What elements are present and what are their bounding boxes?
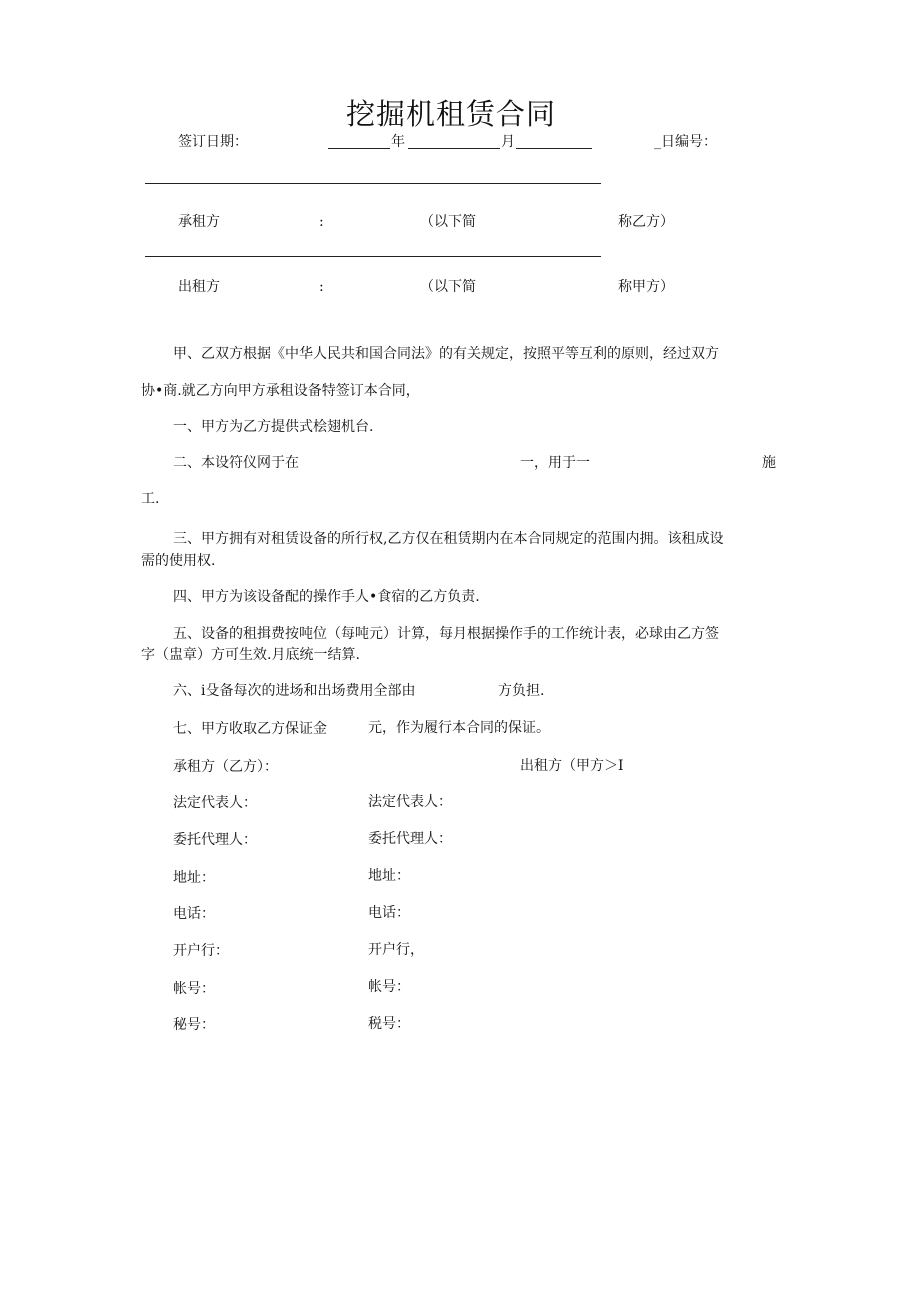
clause-5-line-2: 字（盅章）方可生效.月底统一结算.: [141, 647, 360, 663]
clause-6-part-a: 六、i殳备每次的进场和出场费用全部由: [173, 683, 416, 699]
sign-lessor-field: 地址：: [368, 868, 410, 884]
lessee-colon: :: [319, 214, 324, 230]
divider-line: [145, 256, 601, 257]
sign-lessor-field: 税号：: [368, 1016, 410, 1032]
sign-lessee-field: 帐号：: [173, 981, 215, 997]
month-label: 月: [501, 134, 515, 150]
lessee-label: 承租方: [178, 214, 220, 230]
intro-line-2: 协•商.就乙方向甲方承租设备特签订本合同，: [141, 383, 420, 399]
lessee-short-a: （以下简: [420, 214, 476, 230]
clause-1: 一、甲方为乙方提供式桧翅机台.: [173, 419, 374, 435]
lessor-label: 出租方: [178, 279, 220, 295]
clause-7-part-b: 元，作为履行本合同的保证。: [368, 720, 550, 736]
sign-lessee-field: 地址：: [173, 870, 215, 886]
year-blank: [328, 134, 390, 149]
clause-2-part-c: 施: [762, 455, 776, 471]
divider-line: [145, 183, 601, 184]
lessor-colon: :: [319, 279, 324, 295]
clause-5-line-1: 五、设备的租揖费按吨位（每吨元）计算，每月根据操作手的工作统计表，必球由乙方签: [173, 626, 719, 642]
lessor-short-b: 称甲方）: [618, 279, 674, 295]
intro-line-1: 甲、乙双方根据《中华人民共和国合同法》的有关规定，按照平等互利的原则，经过双方: [173, 346, 719, 362]
sign-lessee-field: 委托代理人：: [173, 832, 257, 848]
sign-lessor-field: 开户行，: [368, 942, 424, 958]
day-blank: [516, 134, 592, 149]
sign-lessee-field: 电话：: [173, 906, 215, 922]
sign-lessee-header: 承租方（乙方）：: [173, 759, 278, 775]
sign-lessee-field: 开户行：: [173, 943, 229, 959]
clause-4: 四、甲方为该设备配的操作手人•食宿的乙方负责.: [173, 589, 480, 605]
sign-lessee-field: 法定代表人：: [173, 795, 257, 811]
page-title: 挖掘机租赁合同: [346, 97, 557, 131]
sign-lessee-field: 秘号：: [173, 1017, 215, 1033]
sign-lessor-header: 出租方（甲方＞I: [520, 758, 624, 774]
sign-date-label: 签订日期：: [178, 134, 248, 150]
clause-7-part-a: 七、甲方收取乙方保证金: [173, 721, 327, 737]
clause-2-part-d: 工.: [141, 491, 160, 507]
lessee-short-b: 称乙方）: [618, 214, 674, 230]
clause-2-part-a: 二、本设符仪网于在: [173, 455, 299, 471]
day-number-label: _日编号：: [654, 134, 717, 150]
sign-lessor-field: 帐号：: [368, 979, 410, 995]
year-label: 年: [391, 134, 405, 150]
clause-3-line-1: 三、甲方拥有对租赁设备的所行权,乙方仅在租赁期内在本合同规定的范围内拥。该租成设: [173, 531, 724, 547]
clause-2-part-b: 一，用于一: [520, 455, 590, 471]
sign-lessor-field: 委托代理人：: [368, 831, 452, 847]
month-blank: [408, 134, 500, 149]
sign-lessor-field: 法定代表人：: [368, 794, 452, 810]
lessor-short-a: （以下简: [420, 279, 476, 295]
sign-lessor-field: 电话：: [368, 905, 410, 921]
clause-6-part-b: 方负担.: [498, 683, 545, 699]
clause-3-line-2: 需的使用权.: [141, 553, 216, 569]
